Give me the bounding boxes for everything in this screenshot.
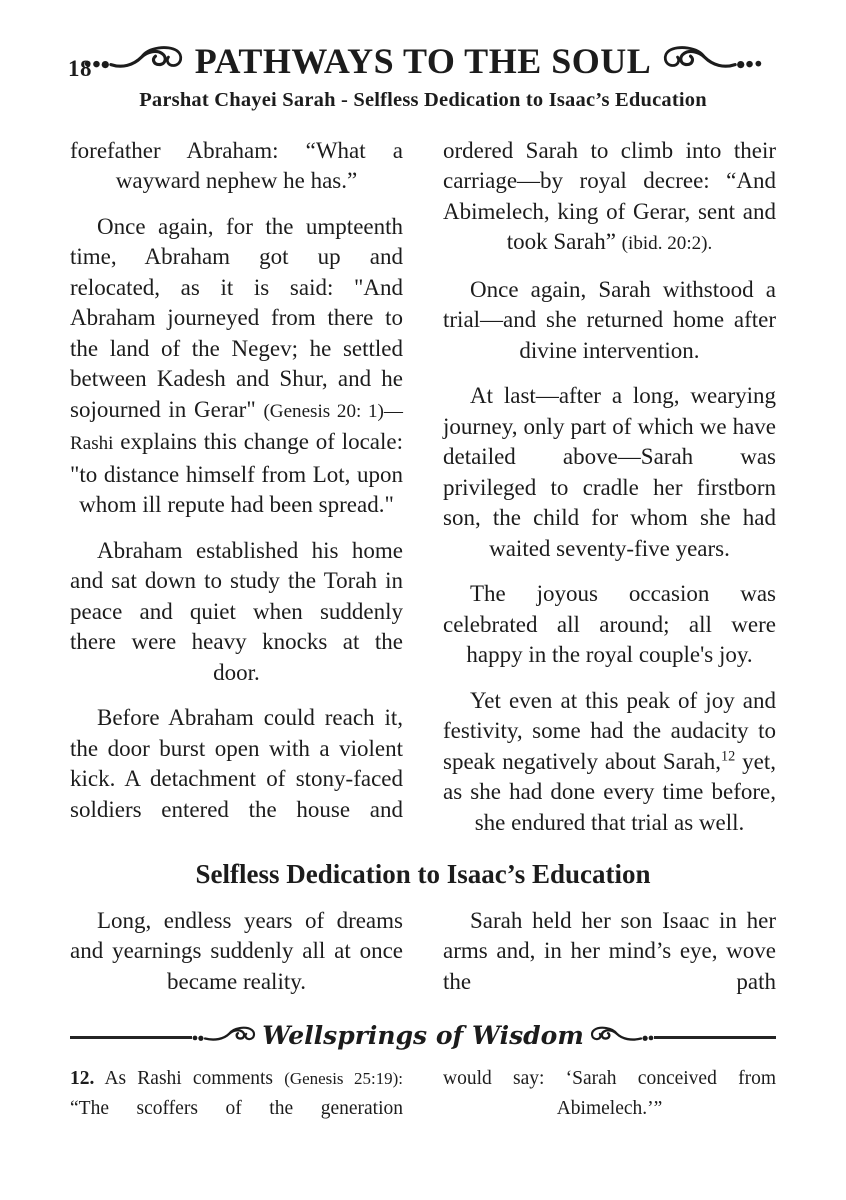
text-column-right (443, 136, 776, 839)
divider-flourish-left-icon (192, 1025, 258, 1050)
citation-text: (Genesis 20: 1)—Rashi (70, 400, 403, 455)
text-segment: Abraham established his home and sat down to study the Torah in peace and quiet when suddenly there were heavy knocks at the door. (70, 537, 403, 685)
paragraph (443, 906, 776, 998)
section-column-right (443, 906, 776, 998)
divider-title: Wellsprings of Wisdom (262, 1021, 584, 1051)
divider-rule-right (654, 1036, 776, 1039)
paragraph (443, 275, 776, 367)
paragraph (70, 536, 403, 689)
text-segment: yet, as she had done every time before, she endured that trial as well. (443, 748, 776, 835)
text-segment: ordered Sarah to climb into their carriage—by royal decree: “And Abimelech, king of Gerar, sent and took Sarah” (443, 137, 776, 255)
footnote-columns (0, 1064, 846, 1123)
paragraph (443, 579, 776, 671)
text-column-left (70, 136, 403, 839)
paragraph (70, 703, 403, 825)
body-columns (0, 136, 846, 839)
paragraph (443, 381, 776, 564)
text-segment: As Rashi comments (94, 1068, 285, 1090)
divider-flourish-right-icon (588, 1025, 654, 1050)
text-segment: would say: ‘Sarah conceived from Abimelech.’” (443, 1068, 776, 1119)
citation-text: (Genesis 25:19): (284, 1069, 404, 1089)
text-segment: Before Abraham could reach it, the door burst open with a violent kick. A detachment of stony-faced soldiers entered the house and (70, 705, 403, 822)
text-segment: Once again, for the umpteenth time, Abraham got up and relocated, as it is said: "And Abraham journeyed from there to the land of the Negev; he settled between Kadesh and Shur, and he sojourned in Gerar" (70, 213, 403, 422)
paragraph (443, 686, 776, 839)
text-segment: Sarah held her son Isaac in her arms and, in her mind’s eye, wove the path (443, 907, 776, 994)
text-segment: forefather Abraham: “What a wayward nephew he has.” (70, 137, 403, 194)
footnote-marker: 12 (721, 747, 736, 764)
paragraph (443, 1064, 776, 1123)
paragraph (70, 212, 403, 521)
text-segment: At last—after a long, wearying journey, only part of which we have detailed above—Sarah was privileged to cradle her firstborn son, the child for whom she had waited seventy-five years. (443, 383, 776, 561)
text-segment: “The scoffers of the generation (70, 1097, 403, 1119)
footnote-column-left (70, 1064, 403, 1123)
text-segment: Long, endless years of dreams and yearnings suddenly all at once became reality. (70, 907, 403, 994)
book-title: PATHWAYS TO THE SOUL (194, 41, 652, 81)
text-segment: Yet even at this peak of joy and festivity, some had the audacity to speak negatively about Sarah, (443, 687, 776, 774)
scroll-flourish-right-icon (659, 43, 763, 80)
text-segment: The joyous occasion was celebrated all around; all were happy in the royal couple's joy. (443, 581, 776, 668)
page-header (0, 0, 846, 112)
footnote-divider (0, 1023, 846, 1052)
paragraph (70, 136, 403, 197)
footnote-column-right (443, 1064, 776, 1123)
citation-text: (ibid. 20:2). (621, 233, 713, 255)
section-heading: Selfless Dedication to Isaac’s Education (195, 859, 651, 890)
text-segment: Once again, Sarah withstood a trial—and she returned home after divine intervention. (443, 276, 776, 363)
paragraph (443, 136, 776, 260)
paragraph (70, 1064, 403, 1123)
chapter-subtitle: Parshat Chayei Sarah - Selfless Dedication to Isaac’s Education (139, 88, 707, 111)
title-row (0, 42, 846, 82)
footnote-number: 12. (70, 1068, 95, 1090)
paragraph (70, 906, 403, 998)
text-segment: explains this change of locale: "to distance himself from Lot, upon whom ill repute had been spread." (70, 429, 403, 518)
page-number: 18 (68, 56, 92, 81)
section-columns (0, 906, 846, 998)
section-column-left (70, 906, 403, 998)
scroll-flourish-left-icon (83, 43, 187, 80)
divider-rule-left (70, 1036, 192, 1039)
